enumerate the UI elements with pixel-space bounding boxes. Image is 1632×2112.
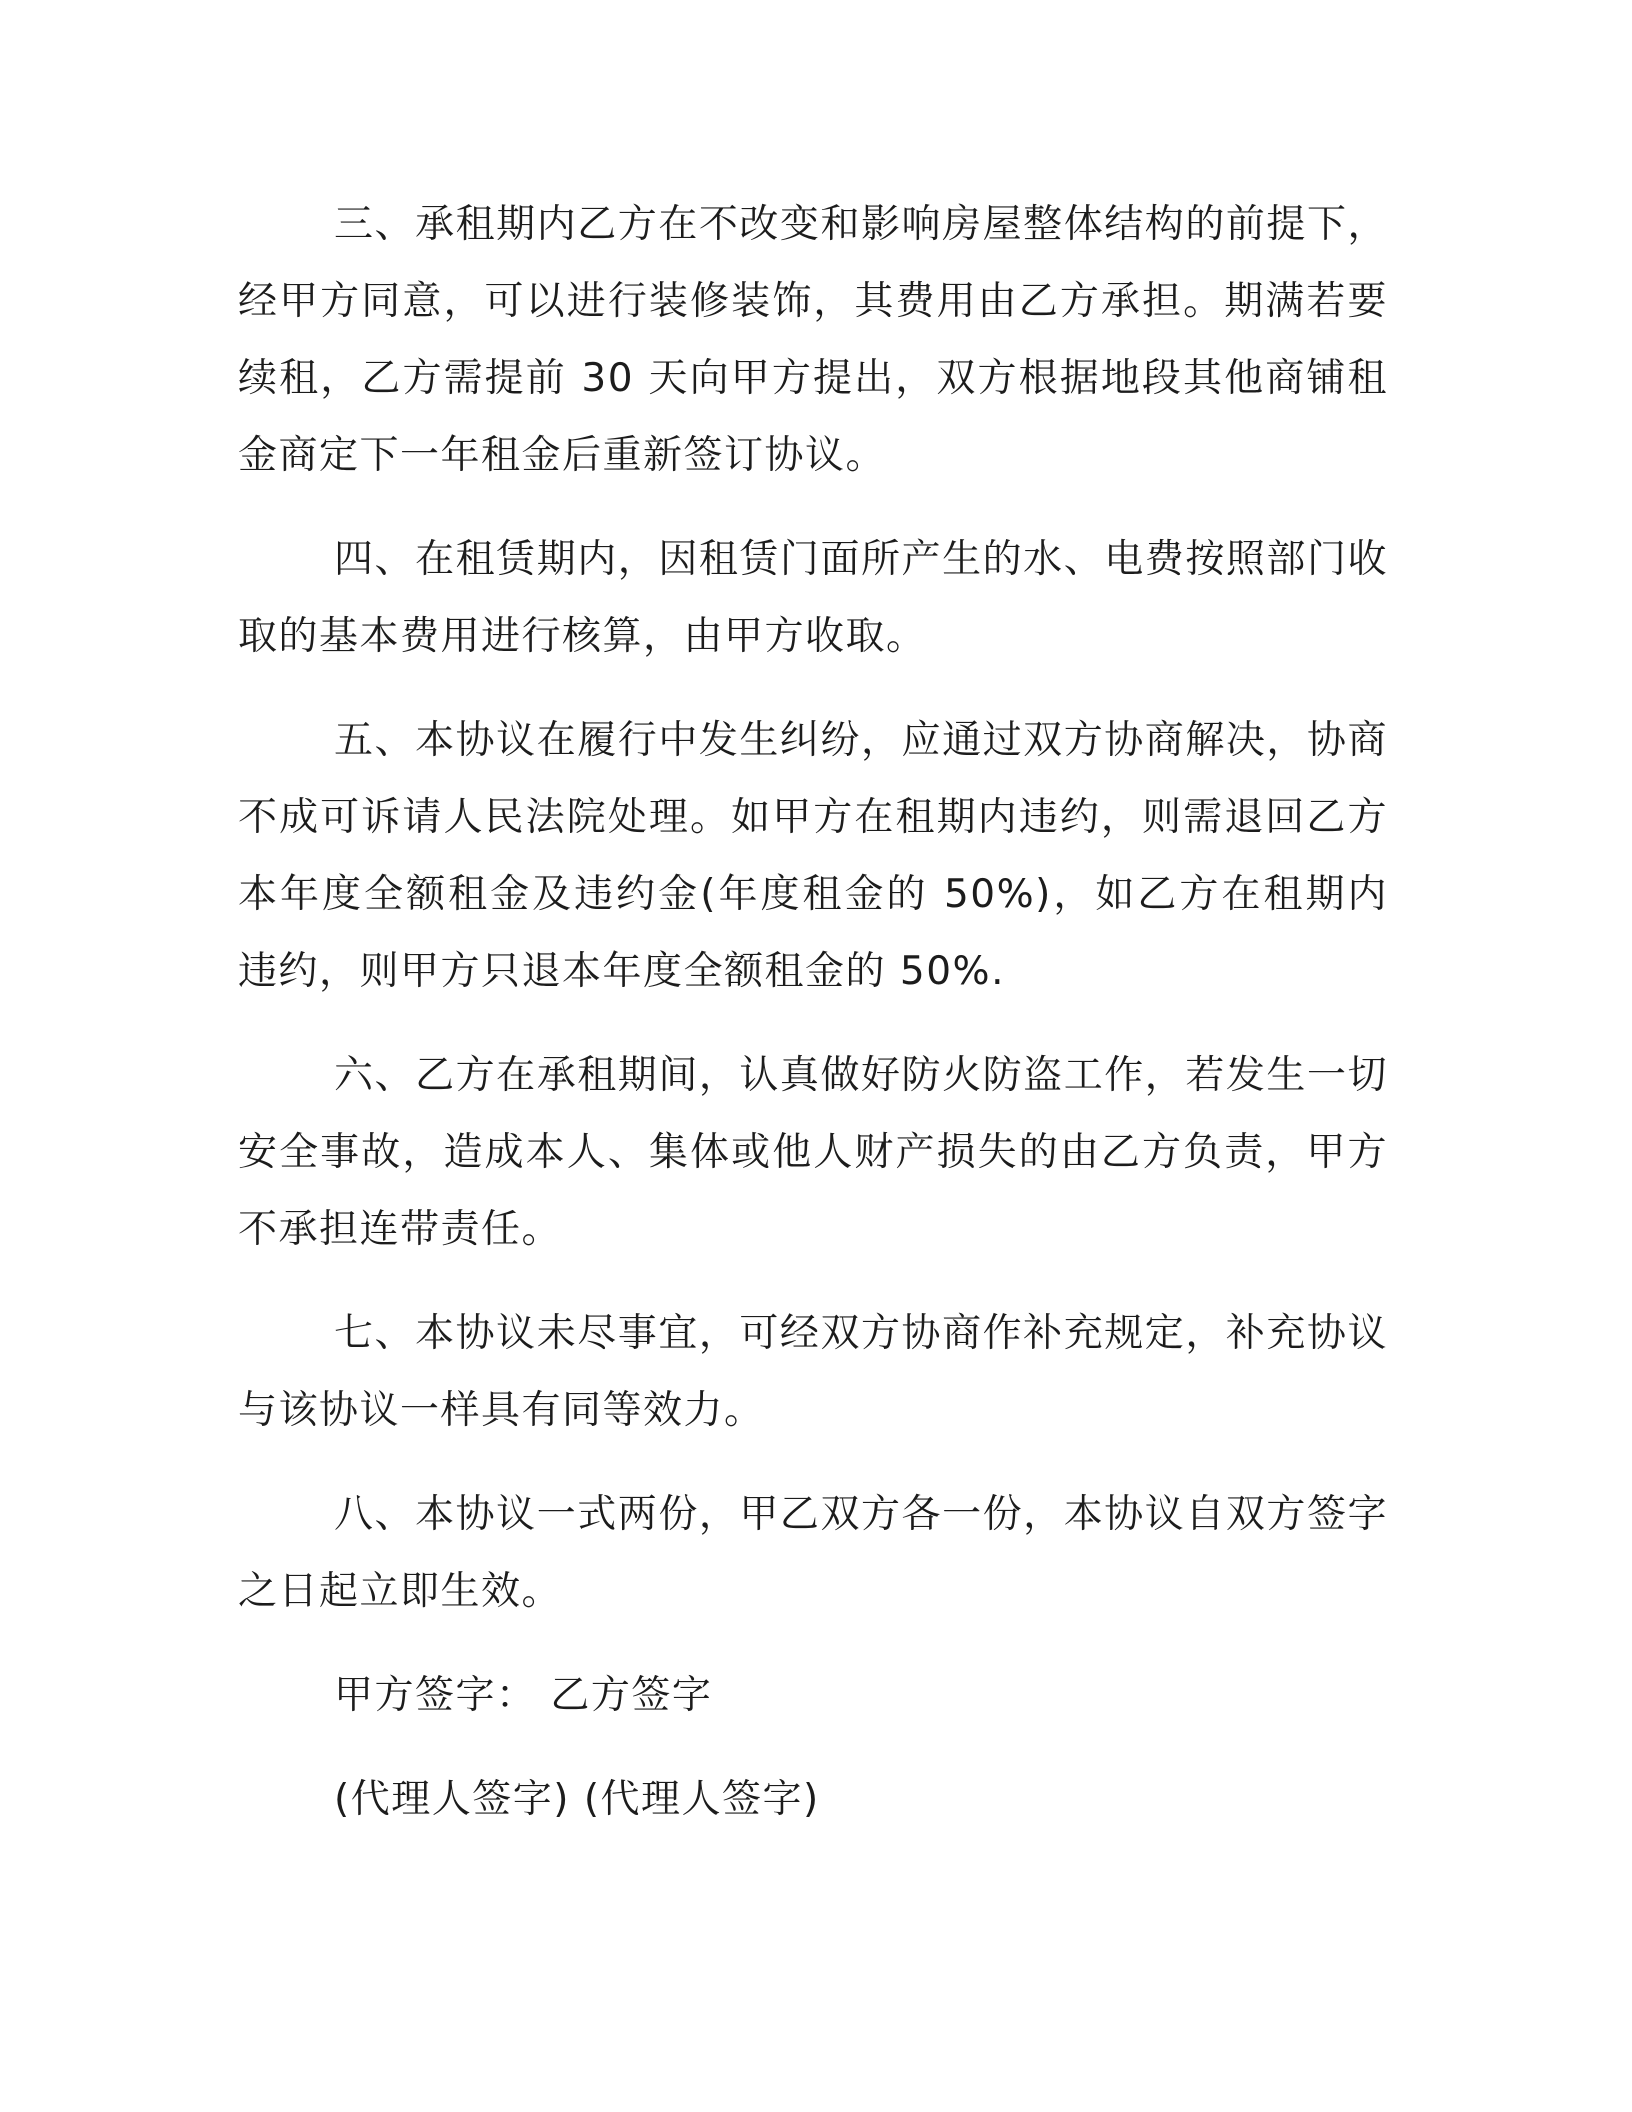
agent-signature-line: (代理人签字) (代理人签字)	[334, 1777, 820, 1822]
clause-4: 四、在租赁期内，因租赁门面所产生的水、电费按照部门收取的基本费用进行核算，由甲方收取。	[238, 537, 1388, 659]
clause-7: 七、本协议未尽事宜，可经双方协商作补充规定，补充协议与该协议一样具有同等效力。	[238, 1311, 1388, 1433]
signature-line: 甲方签字： 乙方签字	[334, 1673, 713, 1718]
document-body	[238, 186, 1388, 1865]
clause-3: 三、承租期内乙方在不改变和影响房屋整体结构的前提下，经甲方同意，可以进行装修装饰，其费用由乙方承担。期满若要续租，乙方需提前 30 天向甲方提出，双方根据地段其他商铺租金商定下一年租金后重新签订协议。	[238, 202, 1388, 478]
clause-5: 五、本协议在履行中发生纠纷，应通过双方协商解决，协商不成可诉请人民法院处理。如甲方在租期内违约，则需退回乙方本年度全额租金及违约金(年度租金的 50%)，如乙方在租期内违约，则甲方只退本年度全额租金的 50%.	[238, 718, 1388, 994]
clause-8: 八、本协议一式两份，甲乙双方各一份，本协议自双方签字之日起立即生效。	[238, 1492, 1388, 1614]
clause-6: 六、乙方在承租期间，认真做好防火防盗工作，若发生一切安全事故，造成本人、集体或他人财产损失的由乙方负责，甲方不承担连带责任。	[238, 1053, 1388, 1252]
